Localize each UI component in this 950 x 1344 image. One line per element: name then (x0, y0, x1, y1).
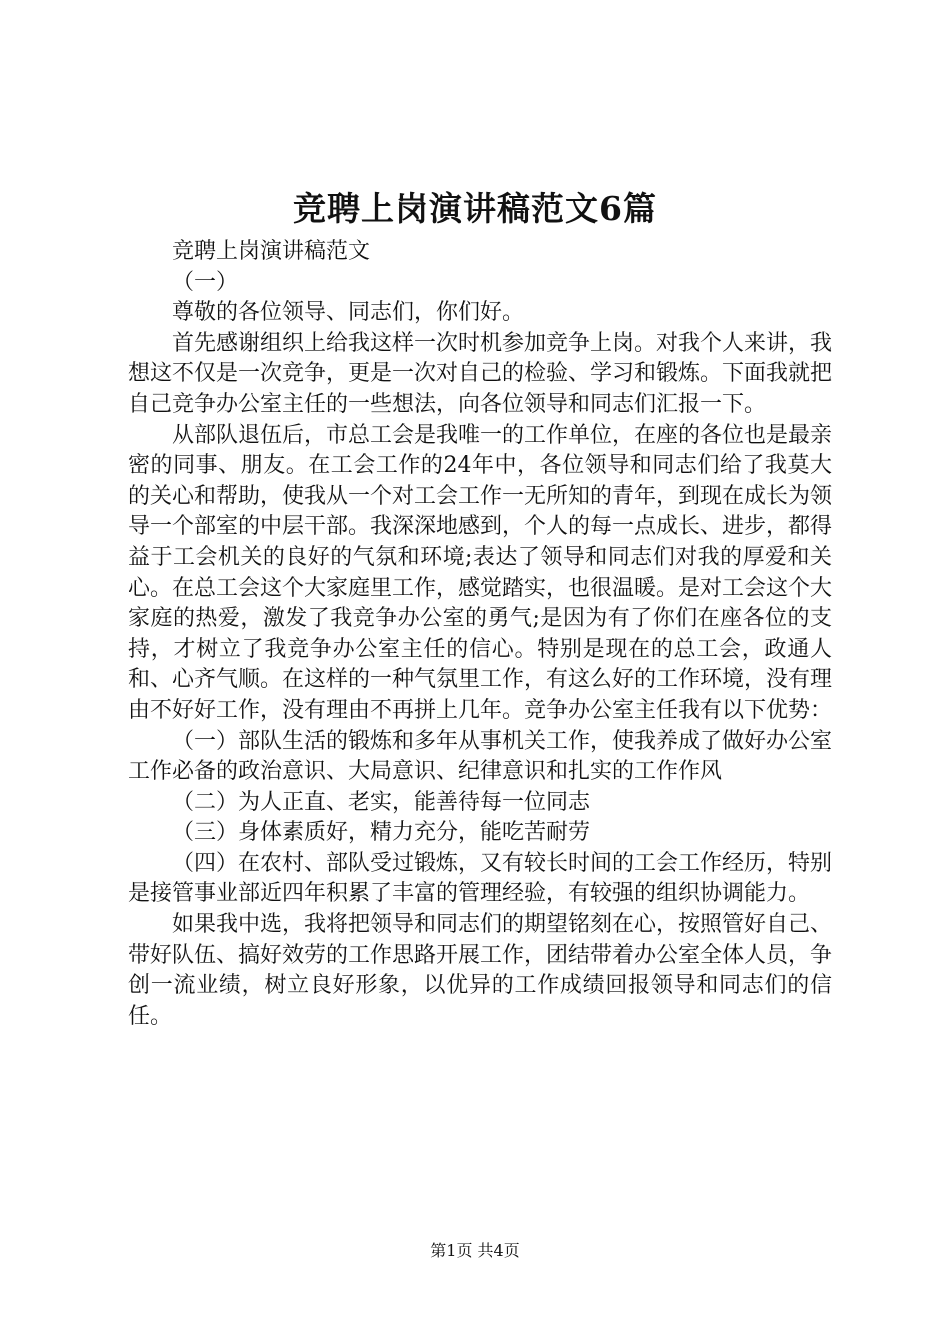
document-body (128, 237, 832, 1032)
greeting-paragraph: 尊敬的各位领导、同志们，你们好。 (172, 300, 525, 326)
page-number-footer: 第1页 共4页 (430, 1241, 520, 1260)
section-number-paragraph: （一） (172, 269, 239, 295)
advantage-item-paragraph: （二）为人正直、老实，能善待每一位同志 (172, 789, 591, 815)
advantage-item-paragraph: （一）部队生活的锻炼和多年从事机关工作，使我养成了做好办公室工作必备的政治意识、大局意识、纪律意识和扎实的工作作风 (128, 728, 833, 785)
closing-paragraph: 如果我中选，我将把领导和同志们的期望铭刻在心，按照管好自己、带好队伍、搞好效劳的工作思路开展工作，团结带着办公室全体人员，争创一流业绩，树立良好形象，以优异的工作成绩回报领导和同志们的信任。 (128, 912, 833, 1029)
subtitle-paragraph: 竞聘上岗演讲稿范文 (172, 239, 371, 264)
document-title: 竞聘上岗演讲稿范文6篇 (293, 189, 657, 228)
body-paragraph: 首先感谢组织上给我这样一次时机参加竞争上岗。对我个人来讲，我想这不仅是一次竞争，更是一次对自己的检验、学习和锻炼。下面我就把自己竞争办公室主任的一些想法，向各位领导和同志们汇报一下。 (128, 330, 833, 417)
advantage-item-paragraph: （三）身体素质好，精力充分，能吃苦耐劳 (172, 820, 591, 846)
advantage-item-paragraph: （四）在农村、部队受过锻炼，又有较长时间的工会工作经历，特别是接管事业部近四年积累了丰富的管理经验，有较强的组织协调能力。 (128, 850, 833, 907)
body-paragraph: 从部队退伍后，市总工会是我唯一的工作单位，在座的各位也是最亲密的同事、朋友。在工会工作的24年中，各位领导和同志们给了我莫大的关心和帮助，使我从一个对工会工作一无所知的青年，到现在成长为领导一个部室的中层干部。我深深地感到，个人的每一点成长、进步，都得益于工会机关的良好的气氛和环境;表达了领导和同志们对我的厚爱和关心。在总工会这个大家庭里工作，感觉踏实，也很温暖。是对工会这个大家庭的热爱，激发了我竞争办公室的勇气;是因为有了你们在座各位的支持，才树立了我竞争办公室主任的信心。特别是现在的总工会，政通人和、心齐气顺。在这样的一种气氛里工作，有这么好的工作环境，没有理由不好好工作，没有理由不再拼上几年。竞争办公室主任我有以下优势： (128, 422, 833, 723)
